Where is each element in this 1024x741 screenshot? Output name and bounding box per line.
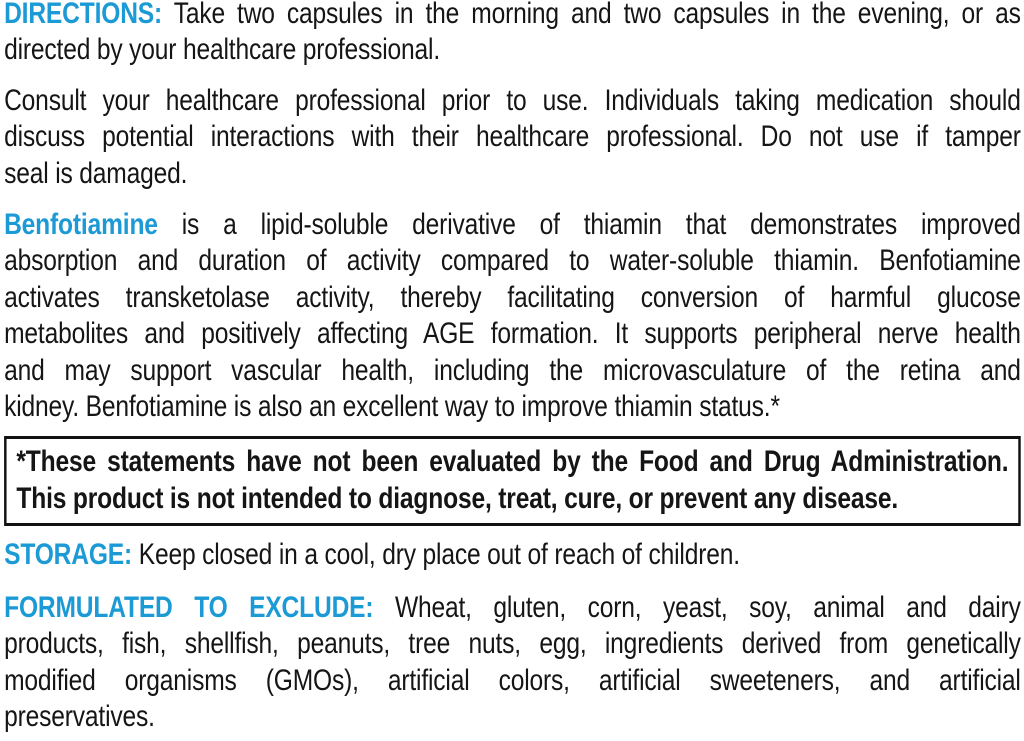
formulated-to-exclude-heading: FORMULATED TO EXCLUDE: — [4, 590, 374, 624]
storage-text: Keep closed in a cool, dry place out of reach of children. — [138, 538, 740, 572]
text-line: activates transketolase activity, thereby facilitating conversion of harmful glucose — [4, 280, 1021, 314]
text-line: seal is damaged. — [4, 156, 188, 190]
text-line: preservatives. — [4, 699, 155, 733]
text-line — [4, 590, 1021, 626]
text-line: This product is not intended to diagnose, treat, cure, or prevent any disease. — [16, 481, 899, 515]
text-line: and may support vascular health, including the microvasculature of the retina and — [4, 353, 1021, 387]
text-line: kidney. Benfotiamine is also an excellent way to improve thiamin status.* — [4, 390, 780, 424]
fda-disclaimer-box — [4, 436, 1021, 526]
consult-section — [4, 83, 1021, 192]
text-line — [4, 0, 1021, 32]
formulated-to-exclude-text: Wheat, gluten, corn, yeast, soy, animal and dairy — [394, 590, 1021, 624]
storage-section — [4, 537, 1021, 573]
text-line — [4, 207, 1021, 243]
formulated-to-exclude-section — [4, 590, 1021, 736]
directions-text: Take two capsules in the morning and two capsules in the evening, or as — [173, 0, 1021, 30]
benfotiamine-section — [4, 207, 1021, 425]
text-line: absorption and duration of activity compared to water-soluble thiamin. Benfotiamine — [4, 244, 1021, 278]
storage-heading: STORAGE: — [4, 538, 133, 572]
text-line: directed by your healthcare professional. — [4, 33, 440, 67]
benfotiamine-heading: Benfotiamine — [4, 208, 158, 242]
directions-heading: DIRECTIONS: — [4, 0, 163, 30]
text-line: products, fish, shellfish, peanuts, tree nuts, egg, ingredients derived from genetically — [4, 627, 1021, 661]
directions-section — [4, 0, 1021, 69]
text-line: modified organisms (GMOs), artificial colors, artificial sweeteners, and artificial — [4, 663, 1021, 697]
text-line: *These statements have not been evaluated by the Food and Drug Administration. — [16, 445, 1009, 479]
text-line — [4, 537, 1021, 573]
text-line: discuss potential interactions with their healthcare professional. Do not use if tamper — [4, 120, 1021, 154]
text-line: Consult your healthcare professional prior to use. Individuals taking medication should — [4, 83, 1021, 117]
text-line: metabolites and positively affecting AGE formation. It supports peripheral nerve health — [4, 317, 1021, 351]
benfotiamine-text: is a lipid-soluble derivative of thiamin that demonstrates improved — [181, 208, 1021, 242]
